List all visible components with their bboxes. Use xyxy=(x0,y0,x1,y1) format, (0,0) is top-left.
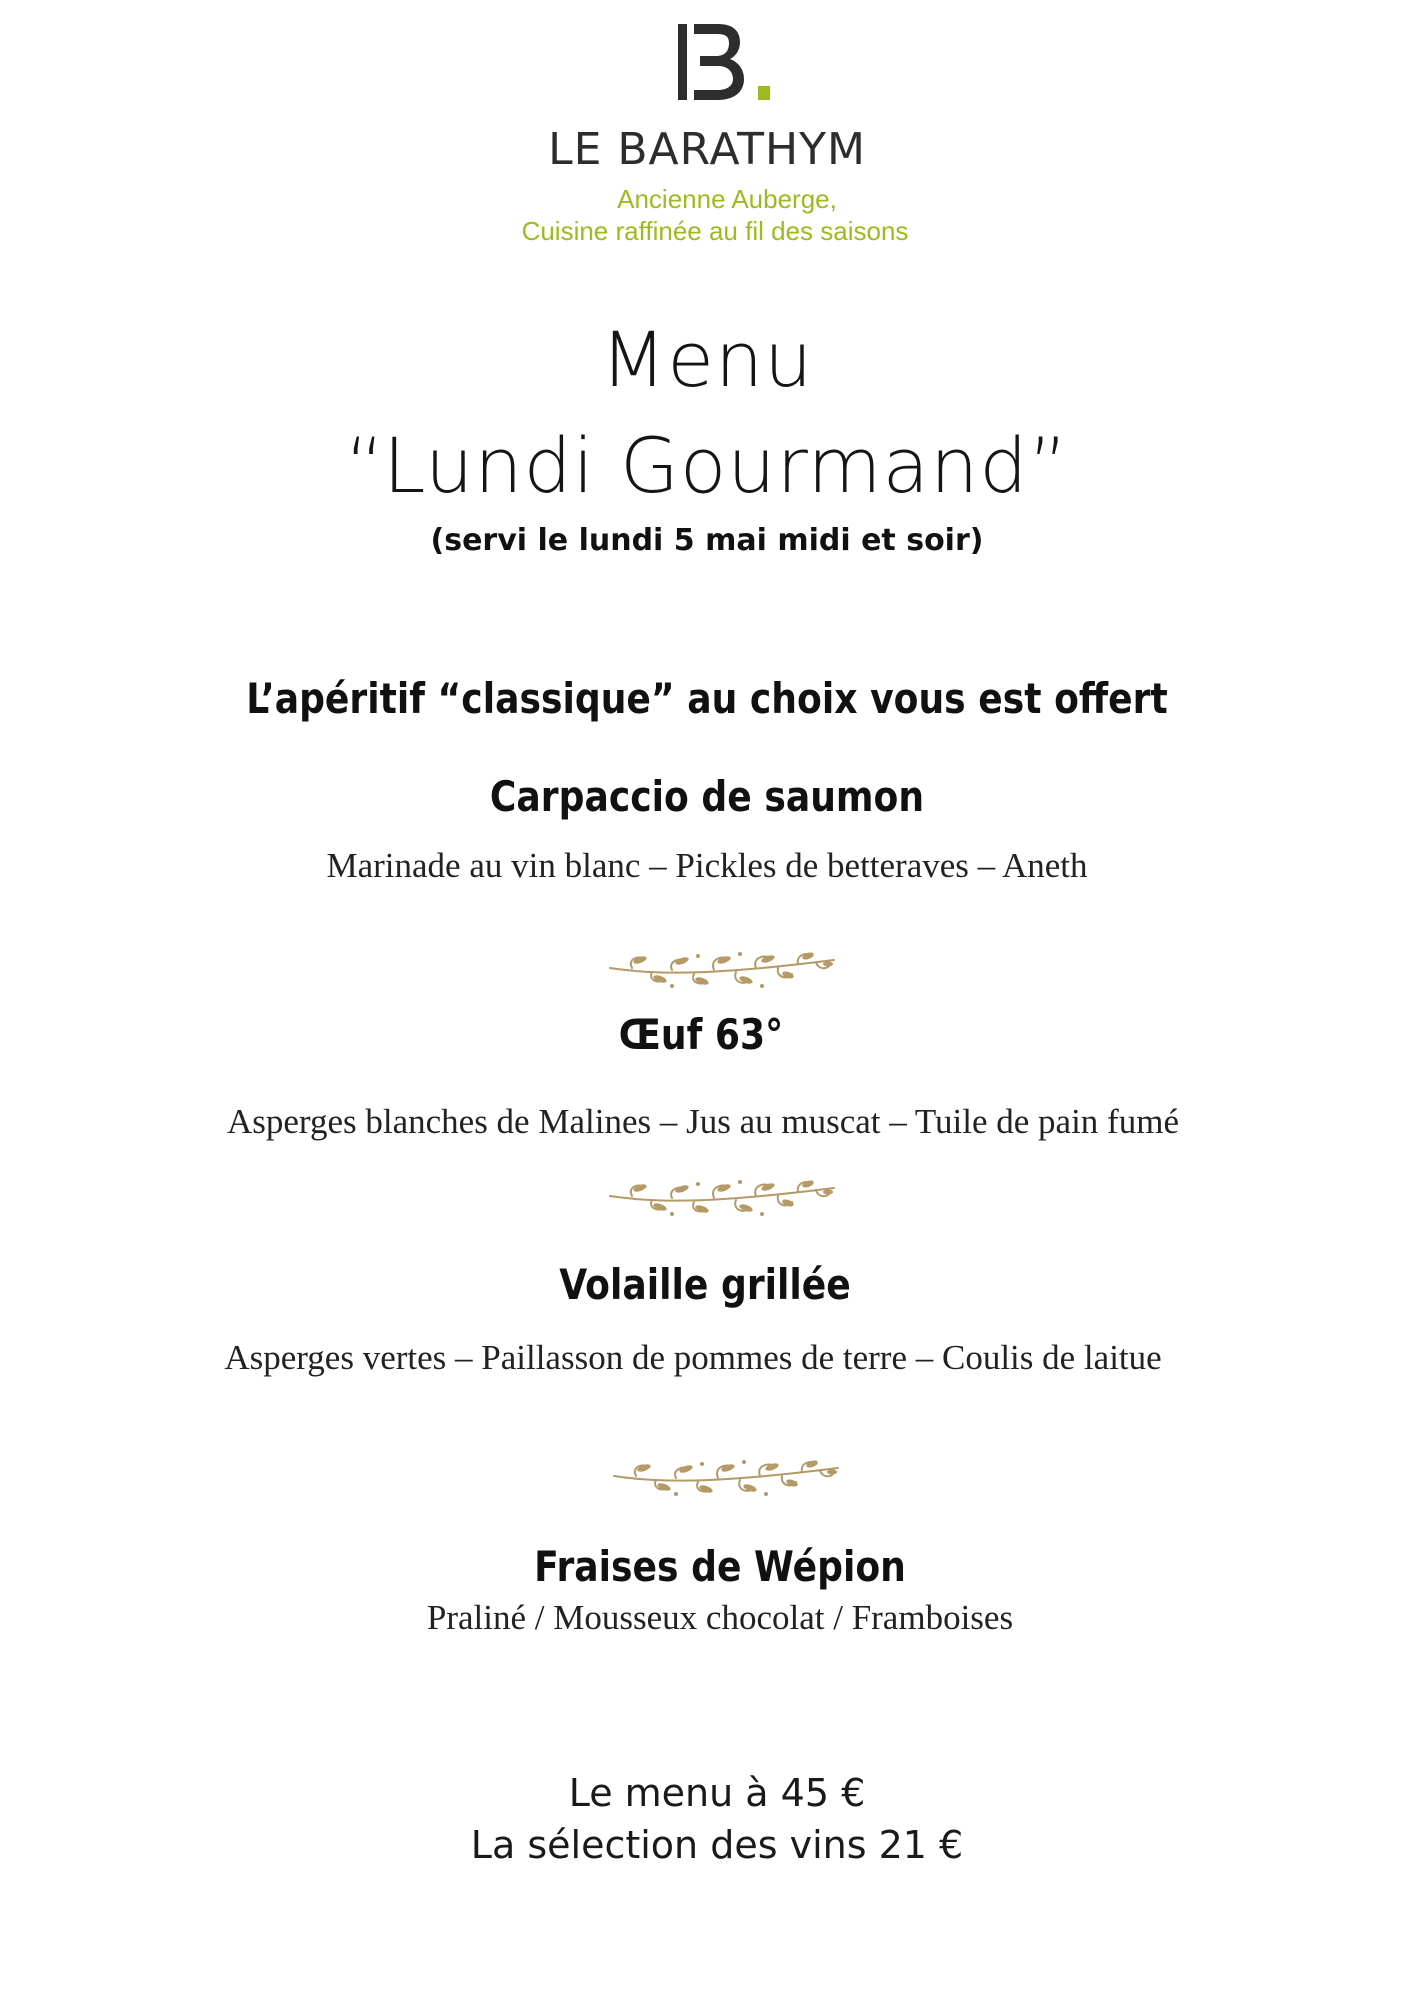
leaf-sprig-icon xyxy=(602,946,842,998)
brand-tagline-line1: Ancienne Auberge, xyxy=(617,184,837,214)
course-description: Praliné / Mousseux chocolat / Framboises xyxy=(426,1598,1014,1637)
service-note: (servi le lundi 5 mai midi et soir) xyxy=(430,523,984,558)
course-name: Carpaccio de saumon xyxy=(489,772,925,821)
course-description: Marinade au vin blanc – Pickles de betteraves – Aneth xyxy=(326,846,1088,885)
wine-price: La sélection des vins 21 € xyxy=(470,1823,964,1867)
course-description: Asperges blanches de Malines – Jus au muscat – Tuile de pain fumé xyxy=(227,1102,1179,1141)
logo-b-mark xyxy=(676,22,776,102)
menu-title: Menu xyxy=(600,315,814,404)
aperitif-line: L’apéritif “classique” au choix vous est offert xyxy=(246,674,1168,723)
brand-tagline-line2: Cuisine raffinée au fil des saisons xyxy=(521,216,909,246)
leaf-sprig-icon xyxy=(606,1454,846,1506)
leaf-sprig-icon xyxy=(602,1174,842,1226)
course-name: Volaille grillée xyxy=(559,1260,851,1309)
course-name: Fraises de Wépion xyxy=(534,1542,906,1591)
brand-name: LE BARATHYM xyxy=(548,124,866,175)
course-name: Œuf 63° xyxy=(618,1010,784,1059)
menu-subtitle: “Lundi Gourmand” xyxy=(345,421,1069,510)
menu-price: Le menu à 45 € xyxy=(568,1771,866,1815)
course-description: Asperges vertes – Paillasson de pommes de terre – Coulis de laitue xyxy=(224,1338,1162,1377)
